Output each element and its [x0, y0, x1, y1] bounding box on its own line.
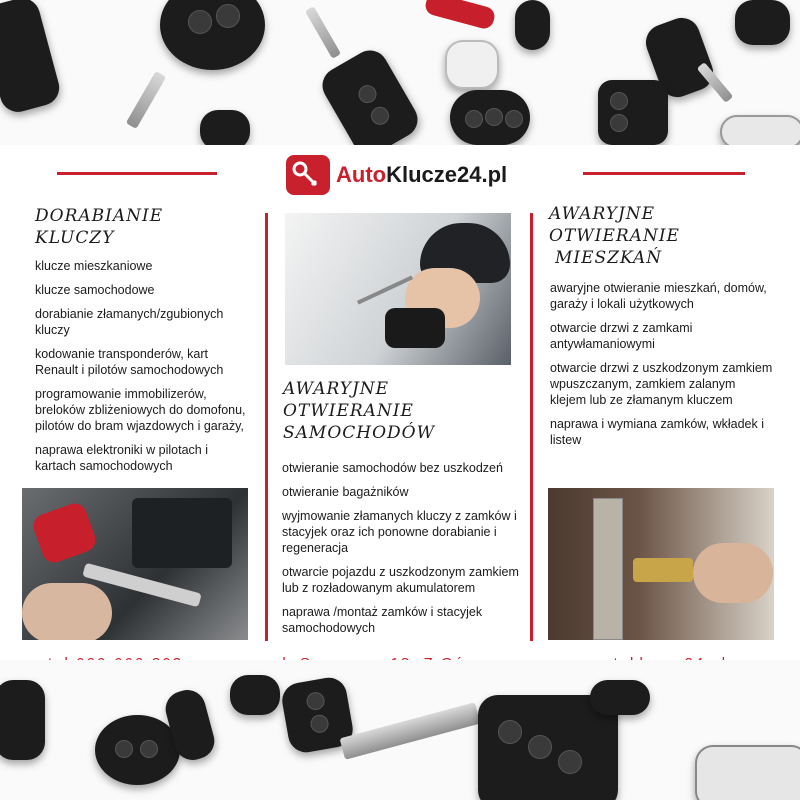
car-key-icon: [95, 715, 180, 785]
discount-watermark: RABAT 10%: [725, 200, 775, 238]
key-fob-icon: [200, 110, 250, 145]
key-collage-bottom: [0, 660, 800, 800]
section-title-home-opening: AWARYJNE OTWIERANIE MIESZKAŃ: [549, 204, 680, 268]
car-key-icon: [0, 680, 45, 760]
list-item: awaryjne otwieranie mieszkań, domów, garaży i lokali użytkowych: [550, 281, 767, 311]
key-collage-top: [0, 0, 800, 145]
list-item: kodowanie transponderów, kart Renault i pilotów samochodowych: [35, 347, 224, 377]
list-item: otwieranie samochodów bez uszkodzeń: [282, 461, 503, 475]
list-item: programowanie immobilizerów, breloków zbliżeniowych do domofonu, pilotów do bram wjazdowych i garaży,: [35, 387, 246, 433]
list-item: dorabianie złamanych/zgubionych kluczy: [35, 307, 224, 337]
list-item: naprawa i wymiana zamków, wkładek i listew: [550, 417, 764, 447]
brand-name: AutoKlucze24.pl: [336, 162, 508, 187]
list-item: otwarcie drzwi z uszkodzonym zamkiem wpuszczanym, zamkiem zalanym klejem lub ze złamanym kluczem: [550, 361, 773, 407]
middle-services-list: [282, 460, 522, 644]
red-key-icon: [423, 0, 496, 31]
list-item: wyjmowanie złamanych kluczy z zamków i stacyjek oraz ich ponowne dorabianie i regeneracja: [282, 509, 517, 555]
flip-key-icon: [316, 44, 424, 145]
smart-card-icon: [598, 80, 668, 145]
brand-logo: [286, 153, 526, 197]
list-item: klucze mieszkaniowe: [35, 259, 153, 273]
divider-line: [57, 172, 217, 175]
section-title-car-opening: AWARYJNE OTWIERANIE SAMOCHODÓW: [283, 379, 436, 443]
key-logo-icon: [286, 155, 330, 195]
list-item: klucze samochodowe: [35, 283, 155, 297]
key-fob-icon: [735, 0, 790, 45]
left-services-list: [35, 258, 250, 482]
car-key-icon: [160, 0, 265, 70]
divider-line: [265, 213, 268, 641]
key-fob-icon: [590, 680, 650, 715]
car-key-icon: [0, 0, 63, 116]
car-key-icon: [450, 90, 530, 145]
list-item: otwarcie pojazdu z uszkodzonym zamkiem lub z rozładowanym akumulatorem: [282, 565, 519, 595]
list-item: naprawa elektroniki w pilotach i kartach samochodowych: [35, 443, 209, 473]
key-fob-icon: [445, 40, 499, 89]
key-fob-icon: [230, 675, 280, 715]
key-fob-icon: [515, 0, 550, 50]
divider-line: [530, 213, 533, 641]
right-services-list: [550, 280, 775, 456]
list-item: otwarcie drzwi z zamkami antywłamaniowymi: [550, 321, 693, 351]
key-cutting-photo: [22, 488, 248, 640]
key-fob-icon: [695, 745, 800, 800]
section-title-duplicating-keys: DORABIANIE KLUCZY: [35, 206, 164, 248]
list-item: otwieranie bagażników: [282, 485, 409, 499]
key-fob-icon: [720, 115, 800, 145]
list-item: naprawa /montaż zamków i stacyjek samochodowych: [282, 605, 483, 635]
door-lock-photo: [548, 488, 774, 640]
divider-line: [583, 172, 745, 175]
car-door-opening-photo: [285, 213, 511, 365]
